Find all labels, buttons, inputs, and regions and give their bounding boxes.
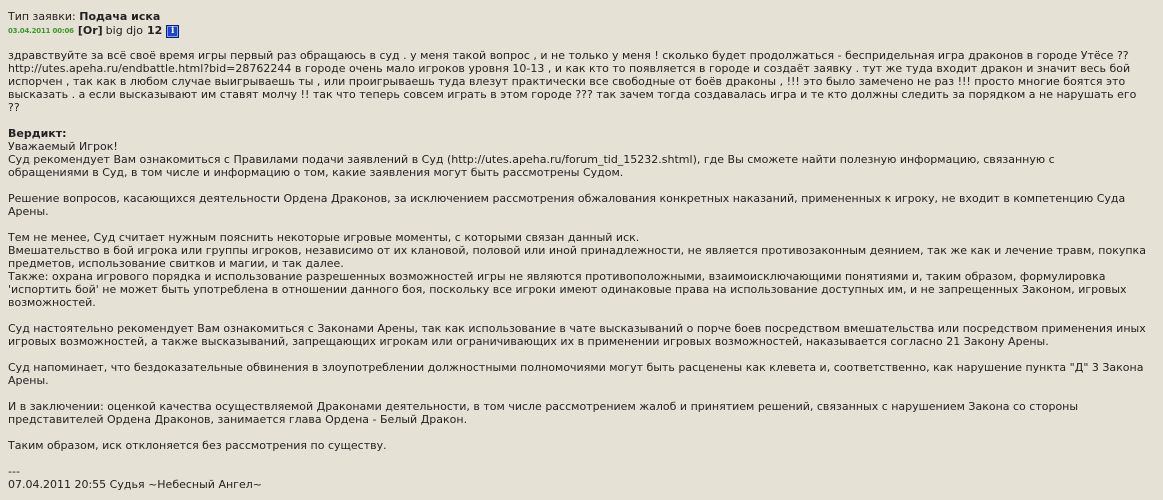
verdict-paragraph-3: Тем не менее, Суд считает нужным пояснить некоторые игровые моменты, с которыми связан данный иск. Вмешательство в бой игрока или группы игроков, независимо от их клановой, половой или иной принадлежности, не является противозаконным деянием, так же как и лечение травм, покупка предметов, использование свитков и магии, и так далее. Также: охрана игрового порядка и использование разрешенных возможностей игры не являются противоположными, взаимоисключающими понятиями и, таким образом, формулировка 'испортить бой' не может быть употреблена в отношении данного боя, поскольку все игроки имеют одинаковые права на использование доступных им, и не запрещенных Законом, игровых возможностей. — [8, 231, 1146, 309]
paragraph-gap — [8, 348, 1155, 361]
paragraph-gap — [8, 218, 1155, 231]
paragraph-gap — [8, 179, 1155, 192]
clan-tag[interactable]: [Or] — [77, 24, 103, 37]
post-date: 03.04.2011 00:06 — [8, 27, 74, 35]
paragraph-gap — [8, 426, 1155, 439]
verdict-paragraph-5: Суд напоминает, что бездоказательные обвинения в злоупотреблении должностными полномочиями могут быть расценены как клевета и, соответственно, как нарушение пункта "Д" 3 Закона Арены. — [8, 361, 1144, 387]
request-type-value: Подача иска — [79, 10, 161, 23]
verdict-paragraph-2: Решение вопросов, касающихся деятельности Ордена Драконов, за исключением рассмотрения обжалования конкретных наказаний, примененных к игроку, не входит в компетенцию Суда Арены. — [8, 192, 1126, 218]
verdict-paragraph-4: Суд настоятельно рекомендует Вам ознакомиться с Законами Арены, так как использование в чате высказываний о порче боев посредством вмешательства или посредством применения иных игровых возможностей, а также высказываний, запрещающих игрокам или ограничивающих их в применении игровых возможностей, наказывается согласно 21 Закону Арены. — [8, 322, 1146, 348]
request-type-label: Тип заявки: — [8, 10, 76, 23]
request-type — [8, 10, 1155, 24]
player-info-icon[interactable]: i — [166, 25, 179, 38]
judge-signature: 07.04.2011 20:55 Судья ~Небесный Ангел~ — [8, 478, 262, 491]
complaint-text: здравствуйте за всё своё время игры первый раз обращаюсь в суд . у меня такой вопрос , и не только у меня ! сколько будет продолжаться - беспридельная игра драконов в городе Утёсе ?? http://utes.apeha.ru/endbattle.html?bid=28762244 в городе очень мало игроков уровня 10-13 , и как кто то появляется в городе и создаёт заявку . тут же туда входит дракон и значит весь бой испорчен , так как в любом случае выигрываешь ты , или проигрываешь туда влезут практически все свободные от боёв драконы , !!! это было замечено не раз !!! просто многие боятся это высказать . а если высказывают им ставят молчу !! так что теперь совсем играть в этом городе ??? так зачем тогда создавалась игра и те кто должны следить за порядком а не нарушать его ?? — [8, 49, 1137, 114]
author-level: 12 — [146, 24, 163, 37]
verdict-greeting: Уважаемый Игрок! — [8, 140, 118, 153]
verdict-conclusion: Таким образом, иск отклоняется без рассмотрения по существу. — [8, 439, 387, 452]
author-line — [8, 24, 1155, 38]
verdict-paragraph-1: Суд рекомендует Вам ознакомиться с Правилами подачи заявлений в Суд (http://utes.apeha.ru/forum_tid_15232.shtml), где Вы сможете найти полезную информацию, связанную с обращениями в Суд, в том числе и информацию о том, какие заявления могут быть рассмотрены Судом. — [8, 153, 1055, 179]
signature-separator: --- — [8, 465, 20, 478]
author-nick: big djo — [105, 24, 143, 37]
verdict-label: Вердикт: — [8, 127, 67, 140]
verdict-paragraph-6: И в заключении: оценкой качества осуществляемой Драконами деятельности, в том числе рассмотрением жалоб и принятием решений, связанных с нарушением Закона со стороны представителей Ордена Драконов, занимается глава Ордена - Белый Дракон. — [8, 400, 1079, 426]
paragraph-gap — [8, 387, 1155, 400]
paragraph-gap — [8, 309, 1155, 322]
